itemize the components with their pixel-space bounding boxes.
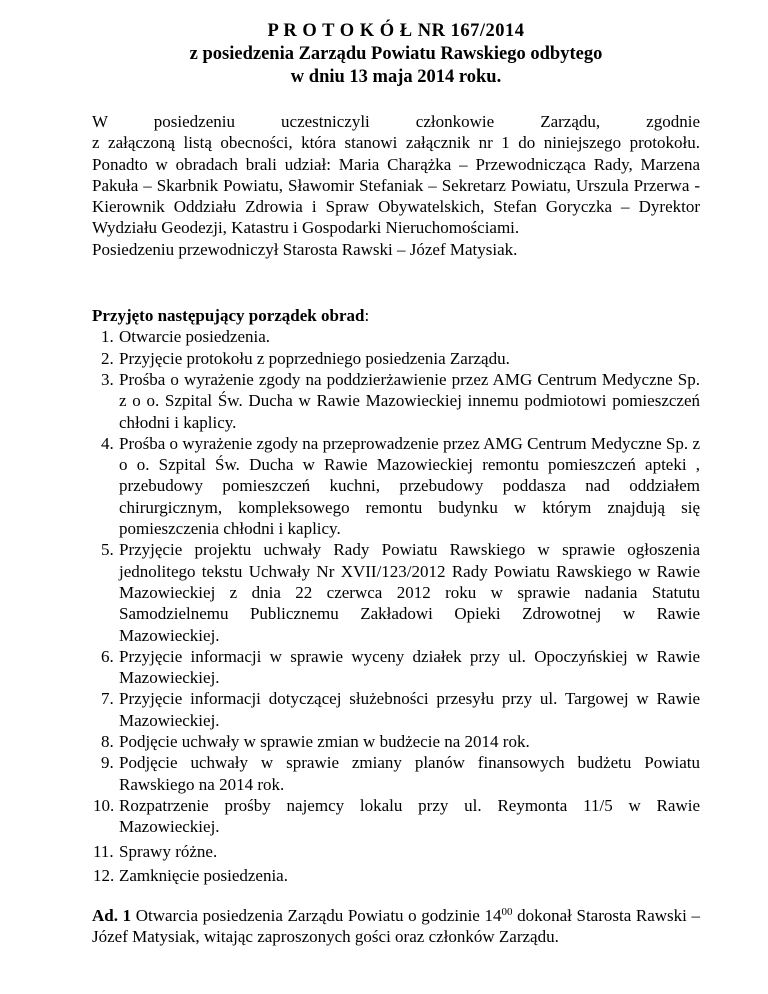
agenda-heading	[92, 305, 700, 326]
agenda-item-number: 7.	[101, 689, 114, 709]
agenda-item-text: Przyjęcie protokołu z poprzedniego posiedzenia Zarządu.	[119, 348, 510, 368]
agenda-item-number: 4.	[101, 433, 114, 453]
protocol-page	[92, 20, 700, 948]
agenda-item-number: 8.	[101, 732, 114, 752]
agenda-item	[92, 841, 700, 862]
agenda-item-text: Sprawy różne.	[119, 841, 218, 861]
agenda-item-text: Prośba o wyrażenie zgody na przeprowadzenie przez AMG Centrum Medyczne Sp. z o o. Szpital Św. Ducha w Rawie Mazowieckiej remontu pomieszczeń apteki , przebudowy pomieszczeń kuchni, przebudowy poddasza nad oddziałem chirurgicznym, kompleksowego remontu budynku w którym znajdują się pomieszczenia chłodni i kaplicy.	[119, 433, 700, 539]
agenda-item-text: Otwarcie posiedzenia.	[119, 327, 271, 347]
agenda-item	[92, 646, 700, 689]
agenda-item-text: Podjęcie uchwały w sprawie zmiany planów finansowych budżetu Powiatu Rawskiego na 2014 rok.	[119, 753, 700, 794]
intro-section	[92, 111, 700, 260]
agenda-item-number: 12.	[93, 865, 115, 885]
agenda-item-text: Przyjęcie projektu uchwały Rady Powiatu Rawskiego w sprawie ogłoszenia jednolitego tekstu Uchwały Nr XVII/123/2012 Rady Powiatu Rawskiego w Rawie Mazowieckiej z dnia 22 czerwca 2012 roku w sprawie nadania Statutu Samodzielnemu Publicznemu Zakładowi Opieki Zdrowotnej w Rawie Mazowieckiej.	[119, 540, 700, 645]
agenda-item-number: 11.	[93, 841, 114, 861]
title-line-date: w dniu 13 maja 2014 roku.	[290, 67, 502, 87]
agenda-item	[92, 688, 700, 731]
ad1-time-minutes: 00	[501, 906, 513, 919]
ad1-label: Ad. 1	[92, 906, 132, 926]
agenda-list	[92, 326, 700, 886]
agenda-item-number: 5.	[101, 540, 114, 560]
agenda-item-text: Zamknięcie posiedzenia.	[119, 865, 288, 885]
agenda-item-text: Podjęcie uchwały w sprawie zmian w budżecie na 2014 rok.	[119, 732, 530, 752]
title-line-meeting: z posiedzenia Zarządu Powiatu Rawskiego odbytego	[189, 44, 603, 64]
agenda-item	[92, 865, 700, 886]
agenda-item-number: 10.	[93, 795, 115, 815]
agenda-item-number: 2.	[101, 348, 114, 368]
agenda-item	[92, 795, 700, 838]
agenda-item-number: 3.	[101, 369, 114, 389]
agenda-item	[92, 731, 700, 752]
intro-chair: Posiedzeniu przewodniczył Starosta Rawski – Józef Matysiak.	[92, 239, 518, 259]
agenda-item-text: Przyjęcie informacji dotyczącej służebności przesyłu przy ul. Targowej w Rawie Mazowieckiej.	[119, 689, 700, 730]
intro-first-line: W posiedzeniu uczestniczyli członkowie Zarządu, zgodnie	[92, 112, 700, 131]
agenda-heading-colon: :	[364, 306, 370, 326]
agenda-item	[92, 752, 700, 795]
agenda-item	[92, 433, 700, 539]
agenda-item-number: 9.	[101, 753, 114, 773]
ad1-text-after: dokonał Starosta Rawski – Józef Matysiak, witając zaproszonych gości oraz członków Zarządu.	[92, 906, 701, 947]
agenda-item-number: 6.	[101, 646, 114, 666]
document-title	[92, 20, 700, 89]
agenda-heading-text: Przyjęto następujący porządek obrad	[92, 306, 365, 326]
agenda-item-number: 1.	[101, 327, 114, 347]
agenda-item	[92, 326, 700, 347]
agenda-item	[92, 369, 700, 433]
agenda-item	[92, 539, 700, 645]
agenda-item-text: Prośba o wyrażenie zgody na poddzierżawienie przez AMG Centrum Medyczne Sp. z o o. Szpital Św. Ducha w Rawie Mazowieckiej innemu podmiotowi pomieszczeń chłodni i kaplicy.	[119, 369, 700, 432]
agenda-item	[92, 348, 700, 369]
ad1-paragraph	[92, 905, 700, 948]
agenda-item-text: Przyjęcie informacji w sprawie wyceny działek przy ul. Opoczyńskiej w Rawie Mazowieckiej.	[119, 646, 700, 688]
ad1-text-before: Otwarcia posiedzenia Zarządu Powiatu o godzinie 14	[131, 906, 502, 926]
title-line-protocol-number: P R O T O K Ó Ł NR 167/2014	[267, 21, 525, 41]
agenda-item-text: Rozpatrzenie prośby najemcy lokalu przy ul. Reymonta 11/5 w Rawie Mazowieckiej.	[119, 795, 700, 837]
intro-body: z załączoną listą obecności, która stanowi załącznik nr 1 do niniejszego protokołu. Ponadto w obradach brali udział: Maria Charążka – Przewodnicząca Rady, Marzena Pakuła – Skarbnik Powiatu, Sławomir Stefaniak – Sekretarz Powiatu, Urszula Przerwa - Kierownik Oddziału Zdrowia i Spraw Obywatelskich, Stefan Goryczka – Dyrektor Wydziału Geodezji, Katastru i Gospodarki Nieruchomościami.	[92, 133, 700, 238]
